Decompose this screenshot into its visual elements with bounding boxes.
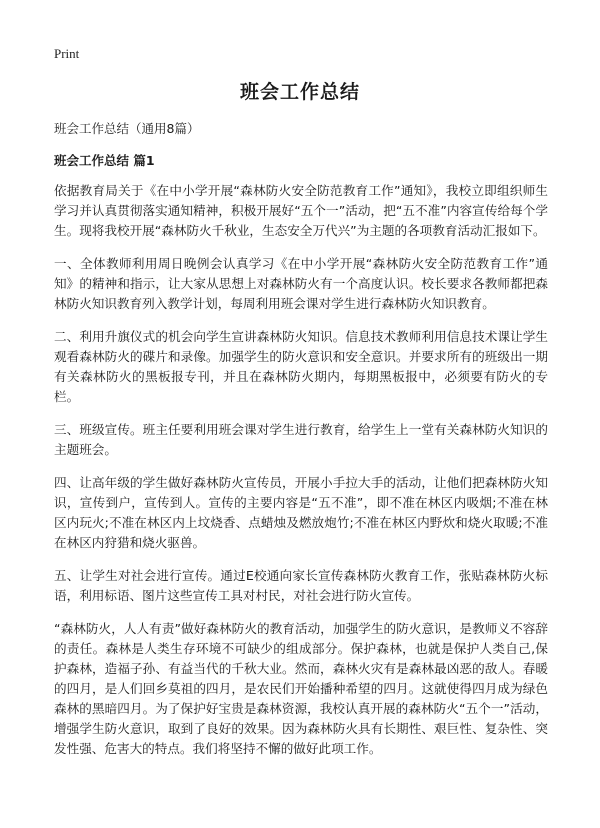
document-title: 班会工作总结: [239, 81, 360, 103]
paragraph-item-4: 四、让高年级的学生做好森林防火宣传员，开展小手拉大手的活动，让他们把森林防火知识，宣传到户，宣传到人。宣传的主要内容是“五不准”，即不准在林区内吸烟;不准在林区内玩火;不准在林区内上坟烧香、点蜡烛及燃放炮竹;不准在林区内野炊和烧火取暖;不准在林区内狩猎和烧火驱兽。: [54, 475, 548, 550]
document-body: [54, 181, 548, 772]
paragraph-item-1: 一、全体教师利用周日晚例会认真学习《在中小学开展“森林防火安全防范教育工作”通知》的精神和指示，让大家从思想上对森林防火有一个高度认识。校长要求各教师都把森林防火知识教育列入教学计划，每周利用班会课对学生进行森林防火知识教育。: [54, 256, 548, 311]
paragraph-conclusion: “森林防火，人人有责”做好森林防火的教育活动，加强学生的防火意识，是教师义不容辞的责任。森林是人类生存环境不可缺少的组成部分。保护森林，也就是保护人类自己,保护森林，造福子孙、有益当代的千秋大业。然而，森林火灾有是森林最凶恶的敌人。春暖的四月，是人们回乡莫祖的四月，是农民们开始播种希望的四月。这就使得四月成为绿色森林的黑暗四月。为了保护好宝贵是森林资源，我校认真开展的森林防火“五个一”活动，增强学生防火意识，取到了良好的效果。因为森林防火具有长期性、艰巨性、复杂性、突发性强、危害大的特点。我们将坚持不懈的做好此项工作。: [54, 621, 548, 756]
paragraph-item-3: 三、班级宣传。班主任要利用班会课对学生进行教育，给学生上一堂有关森林防火知识的主题班会。: [54, 422, 548, 457]
paragraph-intro: 依据教育局关于《在中小学开展“森林防火安全防范教育工作”通知》，我校立即组织师生学习并认真贯彻落实通知精神，积极开展好“五个一”活动，把“五不准”内容宣传给每个学生。现将我校开展“森林防火千秋业，生态安全万代兴”为主题的各项教育活动汇报如下。: [54, 183, 548, 238]
section-heading: 班会工作总结 篇1: [54, 153, 155, 168]
paragraph-item-5: 五、让学生对社会进行宣传。通过E校通向家长宣传森林防火教育工作，张贴森林防火标语，利用标语、图片这些宣传工具对村民，对社会进行防火宣传。: [54, 568, 548, 603]
document-subtitle: 班会工作总结（通用8篇）: [54, 121, 200, 136]
print-link[interactable]: Print: [54, 46, 80, 61]
paragraph-item-2: 二、利用升旗仪式的机会向学生宣讲森林防火知识。信息技术教师利用信息技术课让学生观看森林防火的碟片和录像。加强学生的防火意识和安全意识。并要求所有的班级出一期有关森林防火的黑板报专刊，并且在森林防火期内，每期黑板报中，必须要有防火的专栏。: [54, 329, 548, 404]
